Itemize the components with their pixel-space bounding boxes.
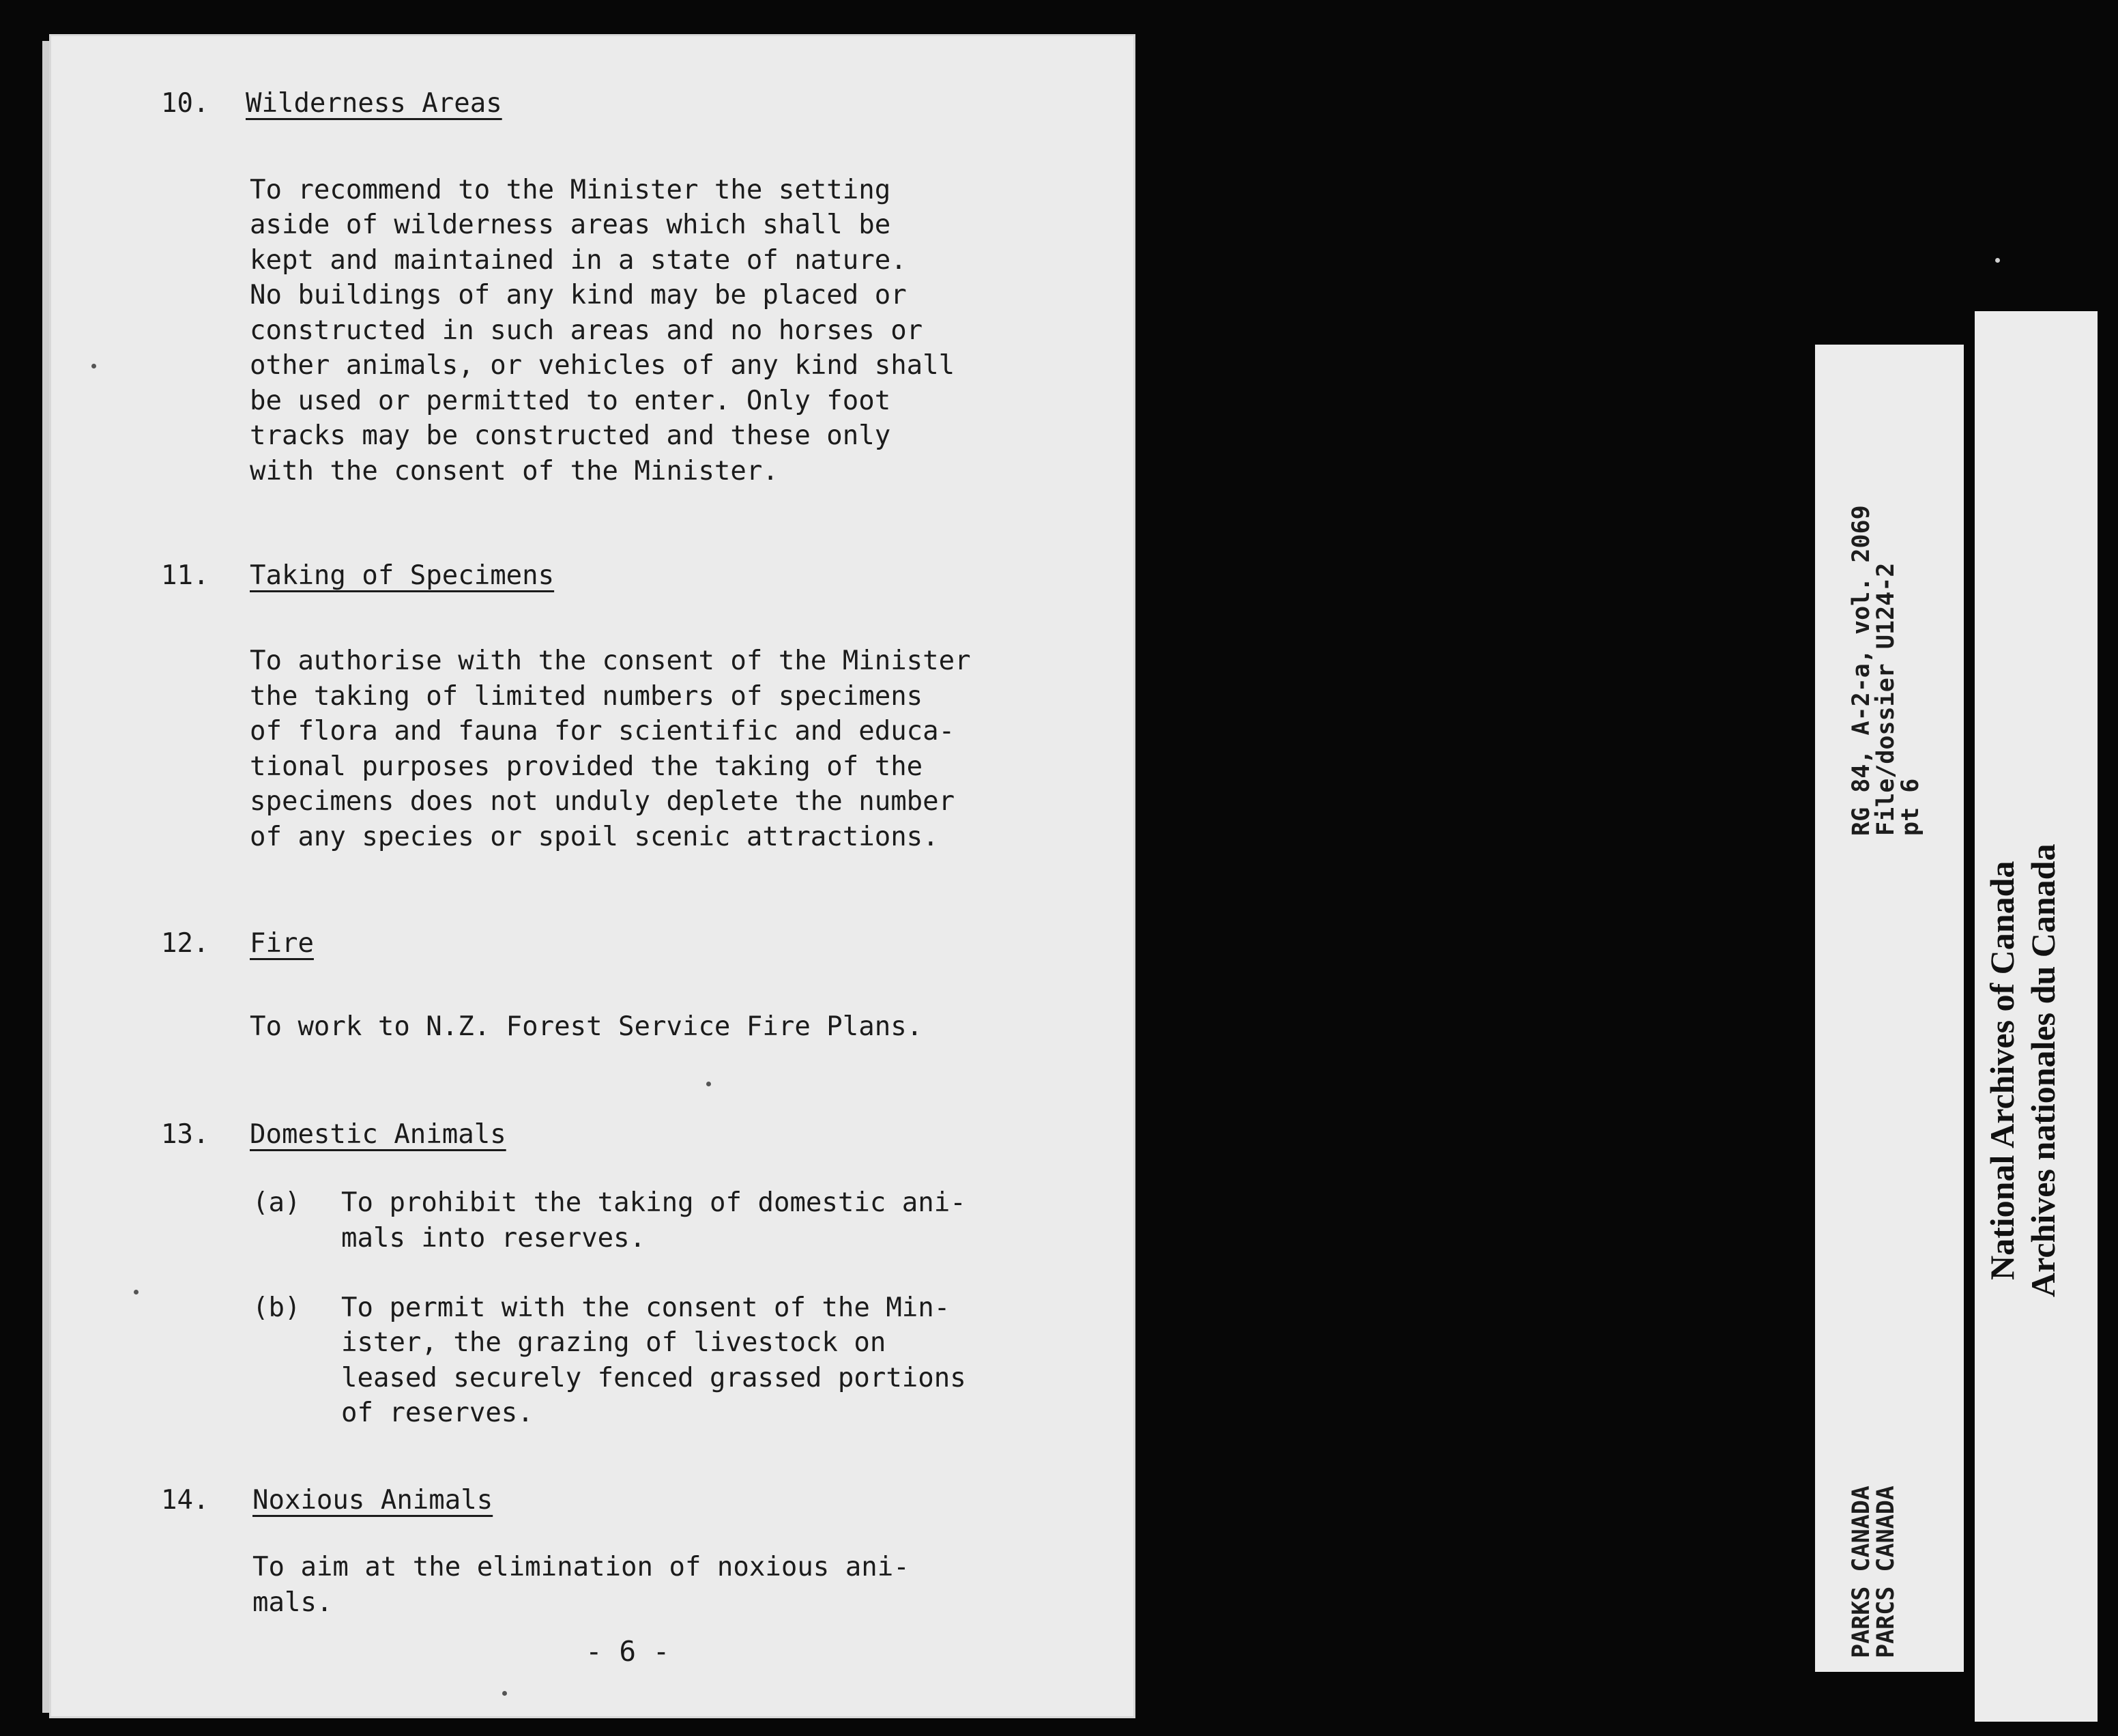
- body-line: tracks may be constructed and these only: [250, 420, 891, 451]
- archive-name-line: Archives nationales du Canada: [2024, 843, 2062, 1297]
- body-line: tional purposes provided the taking of the: [250, 751, 923, 782]
- section-number: 10.: [161, 88, 209, 119]
- section-number: 12.: [161, 928, 209, 959]
- body-line: be used or permitted to enter. Only foot: [250, 386, 891, 416]
- dust-speck: [134, 1290, 139, 1294]
- agency-line: PARKS CANADA: [1848, 1486, 1875, 1658]
- body-line: To permit with the consent of the Min-: [341, 1292, 951, 1323]
- section-heading: Fire: [250, 928, 314, 959]
- body-line: of any species or spoil scenic attractions.: [250, 822, 939, 852]
- archive-name-line: National Archives of Canada: [1983, 860, 2021, 1280]
- item-label: (b): [252, 1292, 301, 1323]
- reference-line: File/dossier U124-2: [1872, 562, 1900, 836]
- section-number: 13.: [161, 1119, 209, 1150]
- item-label: (a): [252, 1187, 301, 1218]
- body-line: kept and maintained in a state of nature.: [250, 245, 907, 276]
- body-line: other animals, or vehicles of any kind shall: [250, 350, 955, 381]
- page-number: - 6 -: [585, 1635, 670, 1668]
- body-line: the taking of limited numbers of specimens: [250, 681, 923, 712]
- body-line: mals.: [252, 1587, 333, 1618]
- section-heading: Noxious Animals: [252, 1485, 493, 1516]
- national-archives-label: [1975, 311, 2098, 1722]
- reference-line: pt 6: [1897, 778, 1924, 836]
- section-number: 14.: [161, 1485, 209, 1516]
- body-line: of flora and fauna for scientific and educa-: [250, 716, 955, 747]
- body-line: constructed in such areas and no horses or: [250, 315, 923, 346]
- body-line: To authorise with the consent of the Minister: [250, 646, 971, 676]
- section-number: 11.: [161, 560, 209, 591]
- body-line: of reserves.: [341, 1398, 534, 1428]
- agency-line: PARCS CANADA: [1872, 1486, 1900, 1658]
- section-heading: Domestic Animals: [250, 1119, 506, 1150]
- archive-reference-label: [1815, 345, 1964, 1672]
- dust-speck: [502, 1691, 507, 1696]
- body-line: aside of wilderness areas which shall be: [250, 209, 891, 240]
- body-line: with the consent of the Minister.: [250, 456, 779, 487]
- body-line: leased securely fenced grassed portions: [341, 1363, 966, 1393]
- body-line: No buildings of any kind may be placed or: [250, 280, 907, 310]
- dust-speck: [706, 1082, 711, 1086]
- body-line: To prohibit the taking of domestic ani-: [341, 1187, 966, 1218]
- body-line: ister, the grazing of livestock on: [341, 1327, 886, 1358]
- section-heading: Taking of Specimens: [250, 560, 555, 591]
- body-line: To aim at the elimination of noxious ani-: [252, 1552, 910, 1582]
- dust-speck: [1995, 258, 2000, 263]
- body-line: specimens does not unduly deplete the number: [250, 786, 955, 817]
- body-line: mals into reserves.: [341, 1223, 646, 1254]
- reference-line: RG 84, A-2-a, vol. 2069: [1848, 505, 1875, 836]
- body-line: To recommend to the Minister the setting: [250, 175, 891, 205]
- body-line: To work to N.Z. Forest Service Fire Plans.: [250, 1011, 923, 1042]
- section-heading: Wilderness Areas: [246, 88, 502, 119]
- dust-speck: [91, 364, 96, 368]
